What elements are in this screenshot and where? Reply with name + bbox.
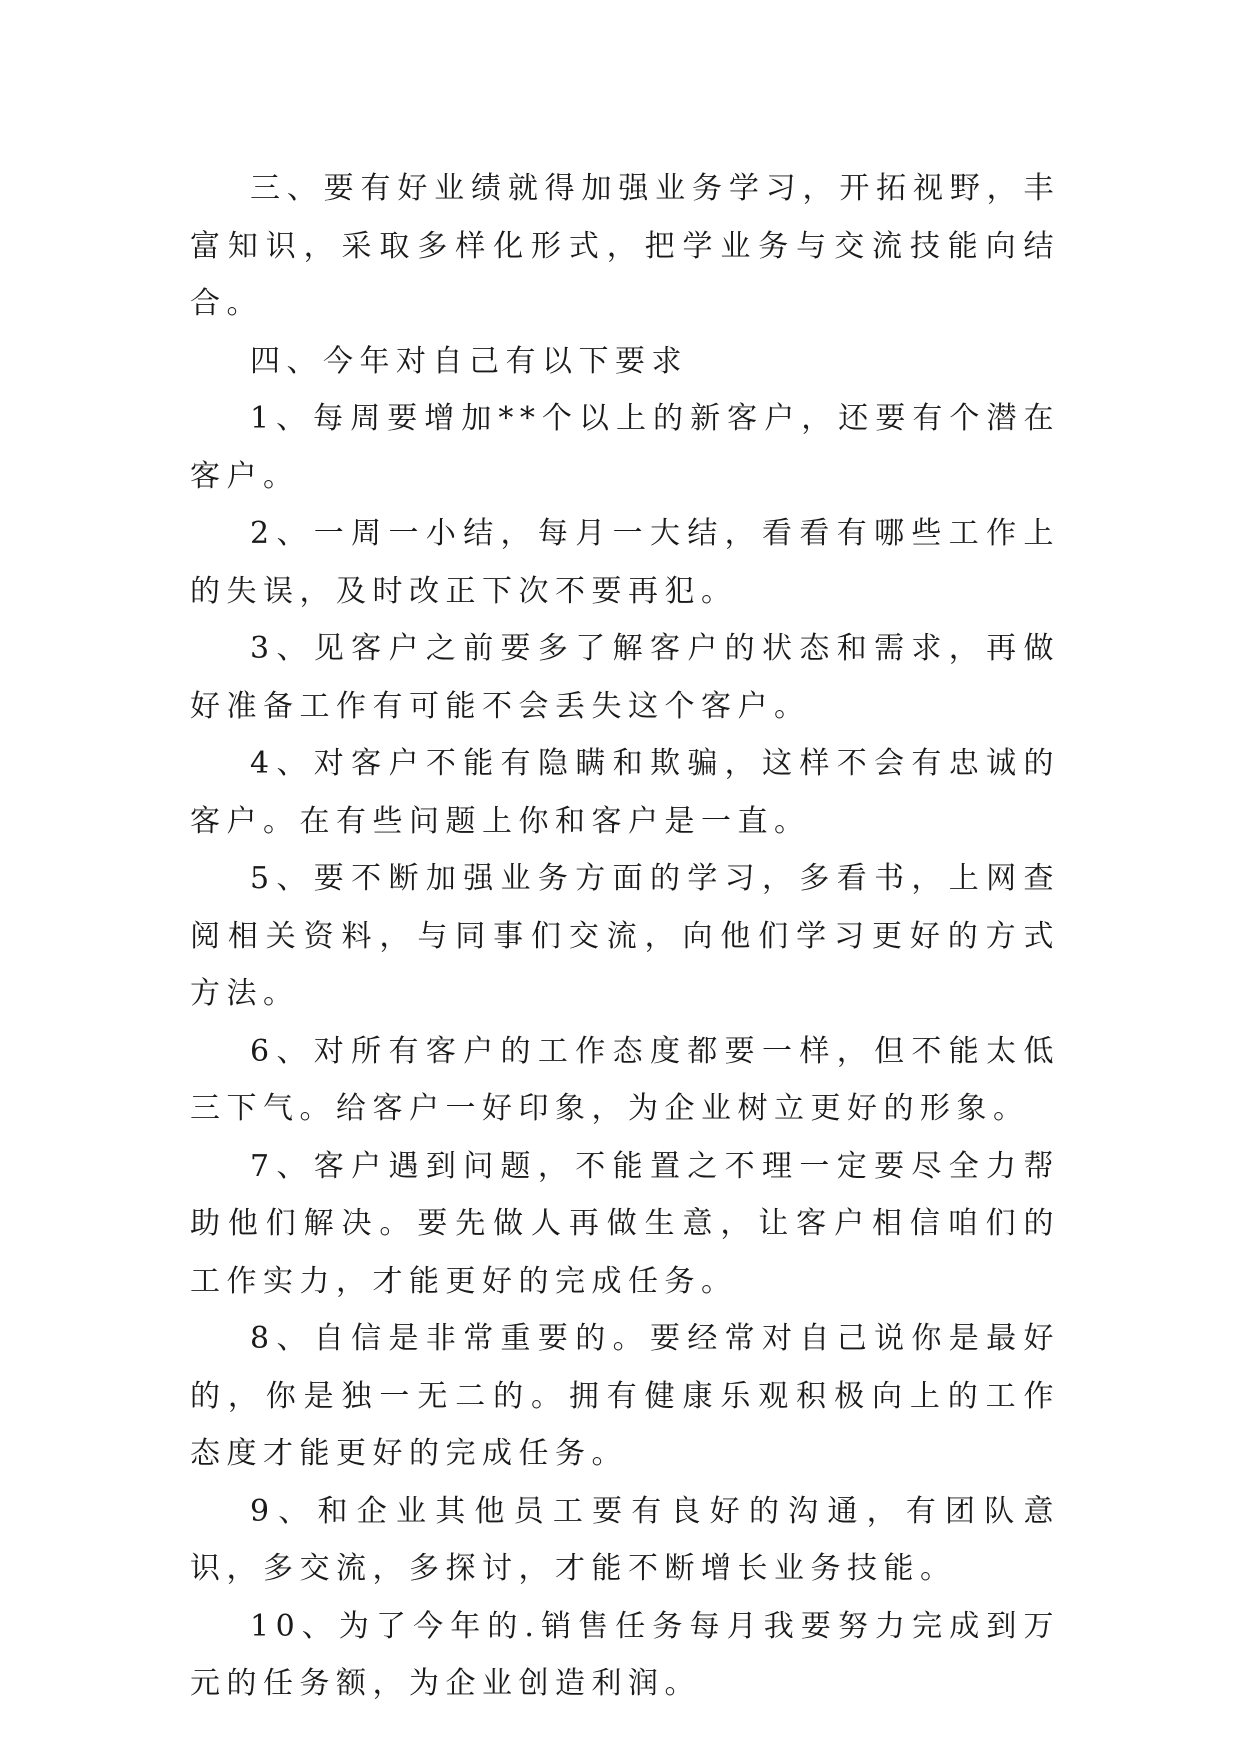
- paragraph-item-10: 10、为了今年的.销售任务每月我要努力完成到万元的任务额，为企业创造利润。: [190, 1608, 1060, 1701]
- paragraph-item-7: 7、客户遇到问题，不能置之不理一定要尽全力帮助他们解决。要先做人再做生意，让客户相信咱们的工作实力，才能更好的完成任务。: [190, 1148, 1060, 1299]
- paragraph-item-5: 5、要不断加强业务方面的学习，多看书，上网查阅相关资料，与同事们交流，向他们学习更好的方式方法。: [190, 861, 1060, 1011]
- paragraph-item-1: 1、每周要增加**个以上的新客户，还要有个潜在客户。: [190, 401, 1060, 494]
- paragraph-item-2: 2、一周一小结，每月一大结，看看有哪些工作上的失误，及时改正下次不要再犯。: [190, 516, 1060, 609]
- paragraph-item-3: 3、见客户之前要多了解客户的状态和需求，再做好准备工作有可能不会丢失这个客户。: [190, 631, 1060, 724]
- paragraph-item-4: 4、对客户不能有隐瞒和欺骗，这样不会有忠诚的客户。在有些问题上你和客户是一直。: [190, 746, 1060, 839]
- paragraph-item-6: 6、对所有客户的工作态度都要一样，但不能太低三下气。给客户一好印象，为企业树立更好的形象。: [190, 1033, 1060, 1126]
- paragraph-item-9: 9、和企业其他员工要有良好的沟通，有团队意识，多交流，多探讨，才能不断增长业务技能。: [190, 1493, 1060, 1586]
- document-body: [190, 160, 1060, 1713]
- paragraph-section-four-heading: 四、今年对自己有以下要求: [250, 343, 688, 379]
- paragraph-item-8: 8、自信是非常重要的。要经常对自己说你是最好的，你是独一无二的。拥有健康乐观积极向上的工作态度才能更好的完成任务。: [190, 1321, 1060, 1471]
- paragraph-section-three: 三、要有好业绩就得加强业务学习，开拓视野，丰富知识，采取多样化形式，把学业务与交流技能向结合。: [190, 171, 1060, 321]
